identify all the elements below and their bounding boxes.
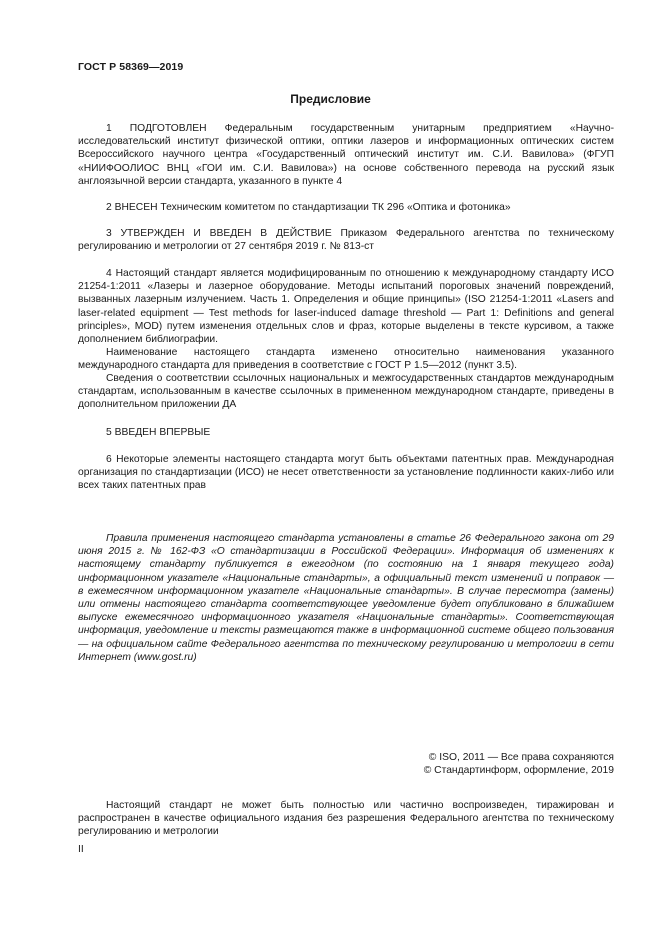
item-1-prepared-by: 1 ПОДГОТОВЛЕН Федеральным государственным унитарным предприятием «Научно-исследовательский институт физической оптики, оптики лазеров и информационных оптических систем Всероссийского научного центра «Государственный оптический институт им. С.И. Вавилова» (ФГУП «НИИФООЛИОС ВНЦ «ГОИ им. С.И. Вавилова») на основе собственного перевода на русский язык англоязычной версии стандарта, указанного в пункте 4 <box>78 123 614 187</box>
item-4-name-change: Наименование настоящего стандарта изменено относительно наименования указанного международного стандарта для приведения в соответствие с ГОСТ Р 1.5—2012 (пункт 3.5). <box>78 347 614 372</box>
page-number: II <box>78 844 84 855</box>
item-3-approved: 3 УТВЕРЖДЕН И ВВЕДЕН В ДЕЙСТВИЕ Приказом Федерального агентства по техническому регулированию и метрологии от 27 сентября 2019 г. № 813-ст <box>78 228 614 253</box>
application-rules-notice: Правила применения настоящего стандарта установлены в статье 26 Федерального закона от 29 июня 2015 г. № 162-ФЗ «О стандартизации в Российской Федерации». Информация об изменениях к настоящему стандарту публикуется в ежегодном (по состоянию на 1 января текущего года) информационном указателе «Национальные стандарты», а официальный текст изменений и поправок — в ежемесячном информационном указателе «Национальные стандарты». В случае пересмотра (замены) или отмены настоящего стандарта соответствующее уведомление будет опубликовано в ближайшем выпуске ежемесячного информационного указателя «Национальные стандарты». Соответствующая информация, уведомление и тексты размещаются также в информационной системе общего пользования — на официальном сайте Федерального агентства по техническому регулированию и метрологии в сети Интернет (www.gost.ru) <box>78 533 614 663</box>
item-4-modification: 4 Настоящий стандарт является модифицированным по отношению к международному стандарту ИСО 21254-1:2011 «Лазеры и лазерное оборудование. Методы испытаний пороговых значений повреждений, вызванных лазерным излучением. Часть 1. Определения и общие принципы» (ISO 21254-1:2011 «Lasers and laser-related equipment — Test methods for laser-induced damage threshold — Part 1: Definitions and general principles», MOD) путем изменения отдельных слов и фраз, которые выделены в тексте курсивом, а также дополнением библиографии. <box>78 268 614 346</box>
item-6-patent-rights: 6 Некоторые элементы настоящего стандарта могут быть объектами патентных прав. Международная организация по стандартизации (ИСО) не несет ответственности за установление подлинности каких-либо или всех таких патентных прав <box>78 454 614 492</box>
page-title: Предисловие <box>290 92 371 106</box>
standard-code: ГОСТ Р 58369—2019 <box>78 61 184 73</box>
item-4-references: Сведения о соответствии ссылочных национальных и межгосударственных стандартов международным стандартам, использованным в качестве ссылочных в примененном международном стандарте, приведены в дополнительном приложении ДА <box>78 373 614 411</box>
standartinform-copyright: © Стандартинформ, оформление, 2019 <box>423 765 614 776</box>
item-5-first-introduced: 5 ВВЕДЕН ВПЕРВЫЕ <box>106 427 211 438</box>
reproduction-notice: Настоящий стандарт не может быть полностью или частично воспроизведен, тиражирован и распространен в качестве официального издания без разрешения Федерального агентства по техническому регулированию и метрологии <box>78 800 614 838</box>
item-2-submitted-by: 2 ВНЕСЕН Техническим комитетом по стандартизации ТК 296 «Оптика и фотоника» <box>106 202 511 213</box>
iso-copyright: © ISO, 2011 — Все права сохраняются <box>428 752 614 763</box>
